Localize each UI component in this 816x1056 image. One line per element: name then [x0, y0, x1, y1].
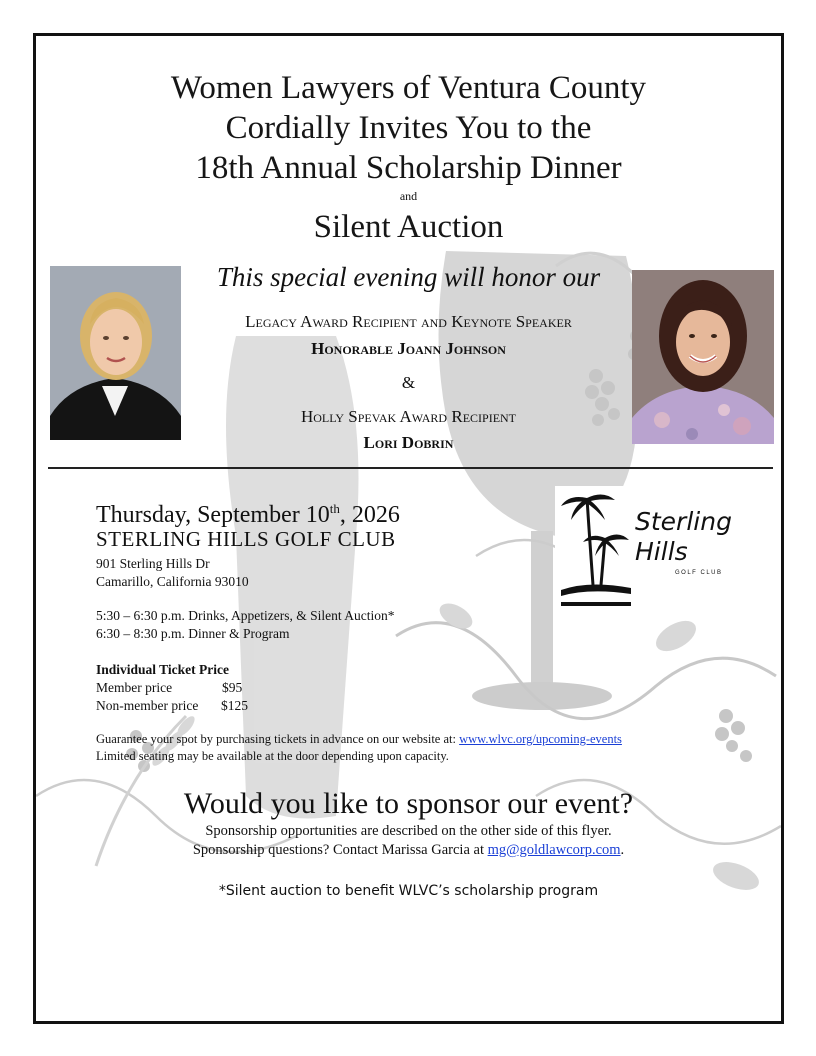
title-organization: Women Lawyers of Ventura County — [170, 70, 647, 106]
flyer-frame — [33, 33, 784, 1024]
sponsor-contact-text: Sponsorship questions? Contact Marissa Garcia at — [192, 842, 484, 858]
photo-lori-dobrin — [632, 270, 774, 444]
ticket-guarantee — [96, 731, 622, 748]
sponsor-heading: Would you like to sponsor our event? — [183, 787, 634, 820]
ticket-nonmember-label: Non-member price — [96, 698, 199, 713]
ticket-limited-seating: Limited seating may be available at the door depending upon capacity. — [96, 749, 449, 763]
event-schedule-1: 5:30 – 6:30 p.m. Drinks, Appetizers, & Silent Auction* — [96, 608, 395, 623]
sponsor-email-link[interactable]: mg@goldlawcorp.com — [487, 842, 621, 858]
section-divider — [48, 467, 773, 469]
title-silent-auction: Silent Auction — [313, 209, 504, 245]
title-invitation: Cordially Invites You to the — [225, 110, 592, 146]
award2-title: Holly Spevak Award Recipient — [300, 407, 517, 426]
ticket-guarantee-text: Guarantee your spot by purchasing tickets in advance on our website at: — [96, 732, 456, 746]
palm-trees-icon — [559, 490, 631, 610]
sterling-hills-logo — [555, 486, 745, 618]
logo-text-golf-club: GOLF CLUB — [675, 570, 723, 576]
award1-recipient: Honorable Joann Johnson — [311, 339, 506, 358]
sponsor-contact — [36, 841, 781, 860]
event-date-main: Thursday, September 10 — [96, 502, 330, 528]
award2-recipient: Lori Dobrin — [363, 433, 454, 452]
sponsor-line1: Sponsorship opportunities are described on the other side of this flyer. — [205, 823, 612, 839]
silent-auction-footnote: *Silent auction to benefit WLVC’s scholarship program — [218, 883, 599, 899]
tickets-website-link[interactable]: www.wlvc.org/upcoming-events — [459, 732, 622, 746]
award1-title: Legacy Award Recipient and Keynote Speaker — [245, 312, 572, 331]
title-event: 18th Annual Scholarship Dinner — [195, 150, 622, 186]
sponsor-contact-period: . — [620, 842, 625, 858]
event-address-line1: 901 Sterling Hills Dr — [96, 556, 210, 571]
honor-intro: This special evening will honor our — [216, 262, 601, 292]
logo-text-hills: Hills — [635, 537, 688, 566]
event-date-suffix: th — [329, 501, 340, 516]
ticket-member-label: Member price — [96, 680, 173, 695]
event-date-year: , 2026 — [339, 502, 400, 528]
title-and: and — [399, 189, 418, 203]
ampersand: & — [401, 373, 416, 392]
ticket-member-price: $95 — [222, 680, 243, 695]
ticket-heading: Individual Ticket Price — [96, 662, 230, 677]
event-schedule-2: 6:30 – 8:30 p.m. Dinner & Program — [96, 626, 290, 641]
event-venue-name: STERLING HILLS GOLF CLUB — [96, 527, 396, 551]
event-venue — [96, 526, 396, 552]
ticket-nonmember-price: $125 — [221, 698, 248, 713]
logo-text-sterling: Sterling — [635, 507, 732, 536]
event-address-line2: Camarillo, California 93010 — [96, 574, 249, 589]
event-date — [96, 494, 400, 530]
photo-joann-johnson — [50, 266, 181, 440]
